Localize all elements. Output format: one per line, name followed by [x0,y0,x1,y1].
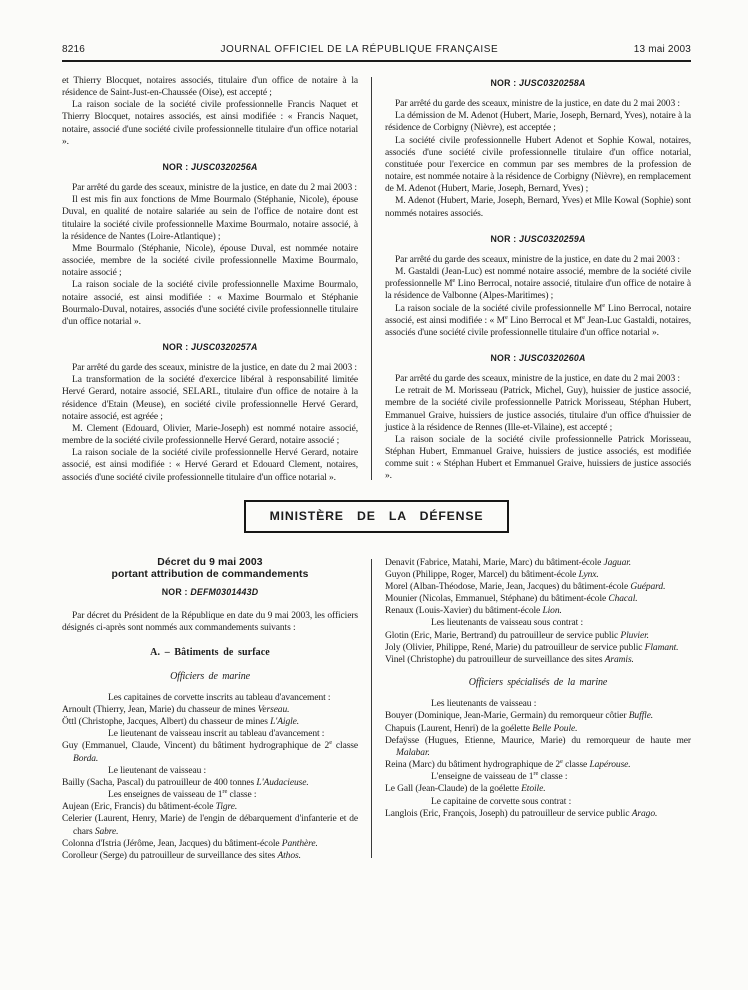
officer-entry: Morel (Alban-Théodose, Marie, Jean, Jacques) du bâtiment-école Guépard. [385,582,666,592]
body-paragraph: Par arrêté du garde des sceaux, ministre de la justice, en date du 2 mai 2003 : [72,183,357,194]
officer-entry: Öttl (Christophe, Jacques, Albert) du chasseur de mines L'Aigle. [62,717,300,728]
officer-entry: Corolleur (Serge) du patrouilleur de surveillance des sites Athos. [62,850,301,861]
nor-line [62,161,358,173]
body-paragraph: La société civile professionnelle Hubert Adenot et Sophie Kowal, notaires, associés d'une société civile professionnelle titulaire d'un office notarial, constituée pour l'exercice en commun par ses membres de la profession de notaire, est nommée notaire à la résidence de Corbigny (Nièvre), en remplacement de M. Adenot (Hubert, Marie, Joseph, Bernard, Yves) ; [385,135,691,195]
officer-entry: Guy (Emmanuel, Claude, Vincent) du bâtiment hydrographique de 2e classe Borda. [62,739,359,764]
nor-label: NOR : [490,352,520,363]
rank-heading: Les lieutenants de vaisseau sous contrat : [431,618,583,629]
justice-left-column [62,75,358,484]
officer-entry: Denavit (Fabrice, Matahi, Marie, Marc) du bâtiment-école Jaguar. [385,557,632,568]
body-paragraph: La démission de M. Adenot (Hubert, Marie, Joseph, Bernard, Yves), notaire à la résidence de Corbigny (Nièvre), est acceptée ; [385,111,691,134]
officer-entry: Bailly (Sacha, Pascal) du patrouilleur de 400 tonnes L'Audacieuse. [62,777,309,788]
body-paragraph: La raison sociale de la société civile professionnelle Hervé Gerard, notaire associé, est ainsi modifiée : « Hervé Gerard et Edouard Clement, notaires, associés d'une société civile professionnelle titulaire d'un office notarial ». [62,448,358,483]
rank-heading: L'enseigne de vaisseau de 1re classe : [431,770,568,783]
rank-heading: Les enseignes de vaisseau de 1re classe : [108,787,257,801]
rank-heading: Les lieutenants de vaisseau : [431,699,537,710]
officer-entry: Celerier (Laurent, Henry, Marie) de l'engin de débarquement d'infanterie et de chars Sabre. [62,814,358,837]
defense-left-column [62,557,358,862]
justice-section [62,75,691,484]
officer-entry: Le Gall (Jean-Claude) de la goélette Etoile. [385,784,546,795]
officer-entry: Aujean (Eric, Francis) du bâtiment-école Tigre. [62,802,238,813]
officer-entry: Renaux (Louis-Xavier) du bâtiment-école Lion. [385,606,562,617]
body-paragraph: et Thierry Blocquet, notaires associés, titulaire d'un office de notaire à la résidence de Saint-Just-en-Chaussée (Oise), est accepté ; [62,76,358,99]
ministry-banner-title: MINISTÈRE DE LA DÉFENSE [269,508,484,523]
page-header [62,44,691,55]
page-number: 8216 [62,44,86,55]
nor-label: NOR : [490,233,520,244]
nor-line [385,233,691,245]
body-paragraph: Par arrêté du garde des sceaux, ministre de la justice, en date du 2 mai 2003 : [395,254,680,265]
officer-entry: Chapuis (Laurent, Henri) de la goélette Belle Poule. [385,723,578,734]
nor-line [62,341,358,353]
bold-heading: A. – Bâtiments de surface [150,647,270,659]
nor-label: NOR : [162,341,192,352]
rank-heading: Le lieutenant de vaisseau inscrit au tableau d'avancement : [108,729,325,740]
justice-right-column [385,75,691,484]
nor-line [385,352,691,364]
italic-heading: Officiers spécialisés de la marine [468,677,608,689]
officer-entry: Defaÿsse (Hugues, Etienne, Maurice, Marie) du remorqueur de haute mer Malabar. [385,735,691,758]
officer-entry: Guyon (Philippe, Roger, Marcel) du bâtiment-école Lynx. [385,569,599,580]
officer-entry: Glotin (Eric, Marie, Bertrand) du patrouilleur de service public Pluvier. [385,630,649,641]
column-divider [371,77,372,480]
officer-entry: Reina (Marc) du bâtiment hydrographique de 2e classe Lapérouse. [385,757,631,771]
header-rule [62,60,691,62]
body-paragraph: Par arrêté du garde des sceaux, ministre de la justice, en date du 2 mai 2003 : [395,99,680,110]
body-paragraph: Le retrait de M. Morisseau (Patrick, Michel, Guy), huissier de justice associé, membre de la société civile professionnelle Patrick Morisseau, Stéphan Hubert, Emmanuel Graive, huissiers de justice associés, titulaire d'un office d'huissier de justice à la résidence de Rennes (Ille-et-Vilaine), est accepté ; [385,386,691,433]
defense-section [62,557,691,862]
nor-value: JUSC0320258A [519,78,586,88]
officer-entry: Langlois (Eric, François, Joseph) du patrouilleur de service public Arago. [385,808,658,819]
body-paragraph: La raison sociale de la société civile professionnelle Me Lino Berrocal, notaire associé, est ainsi modifiée : « Me Lino Berrocal et Me Jean-Luc Gastaldi, notaires, associés d'une société civile professionnelle titulaire d'un office notarial ». [385,301,691,338]
officer-entry: Arnoult (Thierry, Jean, Marie) du chasseur de mines Verseau. [62,704,290,715]
journal-title: JOURNAL OFFICIEL DE LA RÉPUBLIQUE FRANÇAISE [220,44,499,55]
body-paragraph: La transformation de la société d'exercice libéral à responsabilité limitée Hervé Gerard, notaire associé, SELARL, titulaire d'un office de notaire à la résidence d'Etain (Meuse), en société civile professionnelle Hervé Gerard, notaire associé, est agréée ; [62,375,358,422]
nor-label: NOR : [490,78,520,88]
rank-heading: Les capitaines de corvette inscrits au tableau d'avancement : [108,692,331,703]
nor-line [385,77,691,89]
italic-heading: Officiers de marine [170,670,250,682]
officer-entry: Mounier (Nicolas, Emmanuel, Stéphane) du bâtiment-école Chacal. [385,594,638,605]
rank-heading: Le lieutenant de vaisseau : [108,765,207,776]
officer-entry: Joly (Olivier, Philippe, René, Marie) du patrouilleur de service public Flamant. [385,642,679,653]
column-divider [371,559,372,858]
nor-value: JUSC0320257A [191,341,258,352]
officer-entry: Colonna d'Istria (Jérôme, Jean, Jacques) du bâtiment-école Panthère. [62,838,318,849]
nor-line [62,586,358,598]
body-paragraph: Mme Bourmalo (Stéphanie, Nicole), épouse Duval, est nommée notaire associée, membre de la société civile professionnelle Maxime Bourmalo, notaire associé ; [62,243,358,279]
body-paragraph: Il est mis fin aux fonctions de Mme Bourmalo (Stéphanie, Nicole), épouse Duval, en qualité de notaire salariée au sein de l'office de notaire dont est titulaire la société civile professionnelle Maxime Bourmalo, notaire associé, à la résidence de Nantes (Loire-Atlantique) ; [62,195,358,242]
body-paragraph: La raison sociale de la société civile professionnelle Maxime Bourmalo, notaire associé, est ainsi modifiée : « Maxime Bourmalo et Stéphanie Bourmalo-Duval, notaires, associés d'une société civile professionnelle titulaire d'un office notarial ». [62,280,358,327]
body-paragraph: La raison sociale de la société civile professionnelle Francis Naquet et Thierry Blocquet, notaires associés, est ainsi modifiée : « Francis Naquet, notaire, associé d'une société civile professionnelle titulaire d'un office notarial ». [62,100,358,147]
body-paragraph: M. Clement (Edouard, Olivier, Marie-Joseph) est nommé notaire associé, membre de la société civile professionnelle Hervé Gerard, notaire associé ; [62,423,358,447]
nor-label: NOR : [162,161,192,172]
nor-value: DEFM0301443D [190,587,259,597]
issue-date: 13 mai 2003 [633,44,691,55]
nor-value: JUSC0320259A [519,233,586,244]
ministry-banner-row [62,500,691,533]
nor-label: NOR : [161,587,191,597]
body-paragraph: Par arrêté du garde des sceaux, ministre de la justice, en date du 2 mai 2003 : [72,363,357,374]
rank-heading: Le capitaine de corvette sous contrat : [431,796,572,807]
body-paragraph: Par décret du Président de la République en date du 9 mai 2003, les officiers désignés ci-après sont nommés aux commandements suivants : [62,611,358,634]
bold-heading: Décret du 9 mai 2003 [157,556,263,568]
nor-value: JUSC0320256A [191,161,258,172]
ministry-banner [244,500,510,533]
defense-right-column [385,557,691,862]
body-paragraph: Par arrêté du garde des sceaux, ministre de la justice, en date du 2 mai 2003 : [395,374,680,385]
nor-value: JUSC0320260A [519,352,586,363]
officer-entry: Vinel (Christophe) du patrouilleur de surveillance des sites Aramis. [385,654,634,665]
officer-entry: Bouyer (Dominique, Jean-Marie, Germain) du remorqueur côtier Buffle. [385,711,654,722]
body-paragraph: La raison sociale de la société civile professionnelle Patrick Morisseau, Stéphan Hubert, Emmanuel Graive, huissiers de justice associés, est modifiée comme suit : « Stéphan Hubert et Emmanuel Graive, huissiers de justice associés ». [385,434,691,482]
bold-heading: portant attribution de commandements [111,568,309,580]
body-paragraph: M. Gastaldi (Jean-Luc) est nommé notaire associé, membre de la société civile professionnelle Me Lino Berrocal, notaire associé, titulaire d'un office de notaire à la résidence de Valbonne (Alpes-Maritimes) ; [385,267,692,302]
body-paragraph: M. Adenot (Hubert, Marie, Joseph, Bernard, Yves) et Mlle Kowal (Sophie) sont nommés notaires associés. [385,196,691,219]
